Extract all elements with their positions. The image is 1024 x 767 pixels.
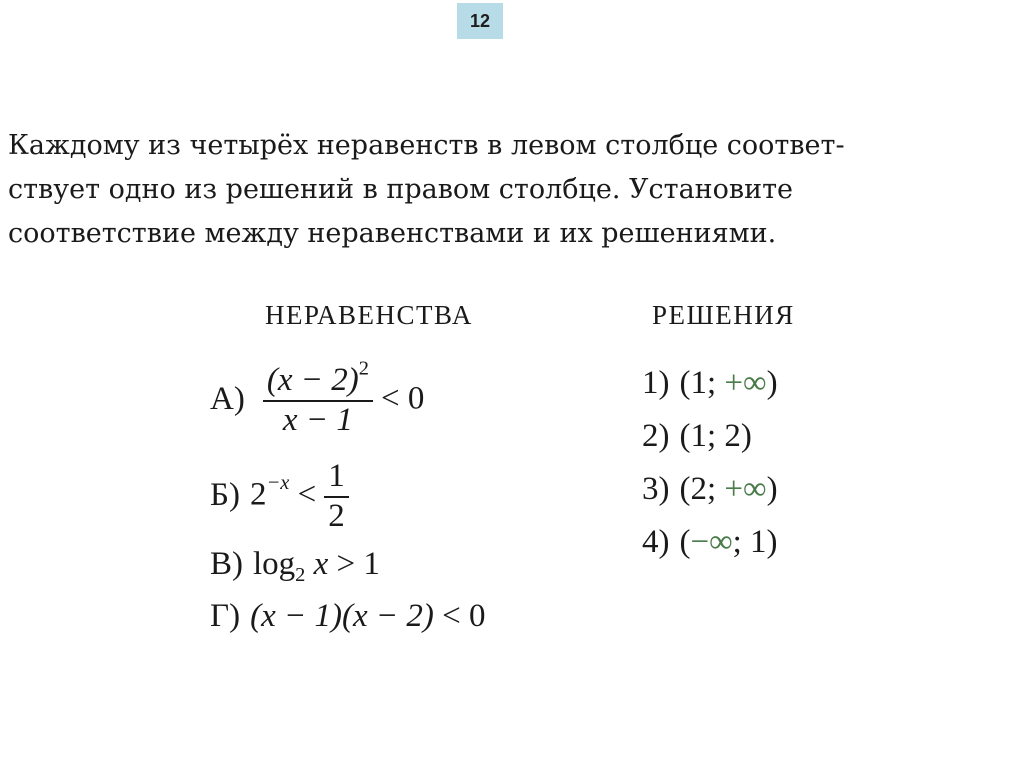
- inequality-v: [210, 546, 380, 587]
- inequality-label: Б): [210, 476, 240, 513]
- solutions-header: РЕШЕНИЯ: [652, 300, 795, 330]
- fraction: [263, 357, 373, 440]
- fraction-numerator: 1: [324, 458, 349, 498]
- interval: (1; 2): [679, 418, 752, 454]
- log-argument: x: [313, 546, 329, 582]
- inequality-g: [210, 600, 486, 633]
- solution-label: 2): [642, 418, 670, 454]
- fraction-numerator: [263, 357, 373, 402]
- task-line-2: ствует одно из решений в правом столбце. Установите: [8, 174, 794, 205]
- interval-close: ): [766, 471, 778, 507]
- interval-close: ): [766, 365, 778, 401]
- solution-label: 3): [642, 471, 670, 507]
- inequality-relation: < 0: [442, 598, 486, 634]
- log-function: log: [253, 546, 296, 582]
- inequality-label: Г): [210, 598, 241, 634]
- solution-label: 4): [642, 524, 670, 560]
- inequality-label: В): [210, 546, 243, 582]
- solution-1: [642, 367, 778, 400]
- interval-open: (2;: [679, 471, 725, 507]
- power-exponent: −x: [266, 472, 290, 495]
- inequality-relation: > 1: [336, 546, 380, 582]
- task-statement: [8, 124, 1018, 256]
- inequality-label: А): [210, 380, 245, 417]
- solution-2: [642, 420, 752, 453]
- interval-close: ; 1): [732, 524, 778, 560]
- inequality-a: [210, 357, 425, 440]
- solution-3: [642, 473, 778, 506]
- numerator-power: 2: [358, 357, 369, 380]
- log-base: 2: [295, 564, 306, 587]
- infinity-symbol: +∞: [724, 471, 767, 507]
- numerator-expr: (x − 2): [266, 362, 359, 398]
- interval-open: (: [679, 524, 691, 560]
- inequality-relation: <: [297, 476, 317, 513]
- interval-open: (1;: [679, 365, 725, 401]
- infinity-symbol: −∞: [690, 524, 733, 560]
- inequality-b: [210, 458, 357, 536]
- inequality-relation: < 0: [380, 380, 425, 417]
- slide-number-badge: 12: [457, 3, 503, 39]
- infinity-symbol: +∞: [724, 365, 767, 401]
- fraction-denominator: 2: [328, 497, 345, 534]
- task-line-3: соответствие между неравенствами и их решениями.: [8, 218, 777, 249]
- inequalities-header: НЕРАВЕНСТВА: [265, 300, 473, 330]
- product-expr: (x − 1)(x − 2): [250, 598, 434, 634]
- solution-4: [642, 526, 778, 559]
- fraction-denominator: x − 1: [282, 401, 353, 438]
- solution-label: 1): [642, 365, 670, 401]
- task-line-1: Каждому из четырёх неравенств в левом столбце соответ-: [8, 130, 845, 161]
- power-base: 2: [249, 476, 267, 513]
- fraction: [324, 458, 349, 536]
